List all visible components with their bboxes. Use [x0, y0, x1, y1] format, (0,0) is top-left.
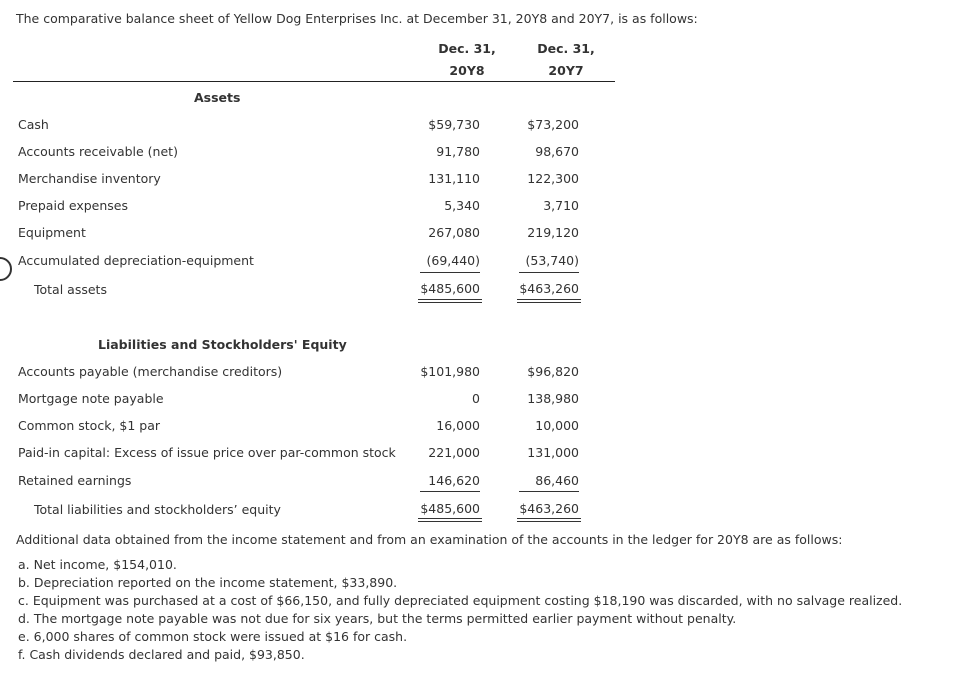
additional-item-b: b. Depreciation reported on the income statement, $33,890.: [18, 575, 398, 590]
asset-label-ar: Accounts receivable (net): [18, 144, 178, 159]
liab-value-ap-20y8: $101,980: [420, 364, 480, 379]
liab-label-retained-earnings: Retained earnings: [18, 473, 132, 488]
problem-intro: The comparative balance sheet of Yellow Dog Enterprises Inc. at December 31, 20Y8 and 20Y7, is as follows:: [16, 11, 698, 26]
assets-subtotal-rule-20y8: [420, 272, 480, 273]
liab-value-mortgage-20y7: 138,980: [527, 391, 579, 406]
asset-value-accum-dep-20y7: (53,740): [525, 253, 579, 268]
liab-value-mortgage-20y8: 0: [472, 391, 480, 406]
liab-label-ap: Accounts payable (merchandise creditors): [18, 364, 283, 379]
additional-item-e: e. 6,000 shares of common stock were issued at $16 for cash.: [18, 629, 408, 644]
asset-value-equipment-20y7: 219,120: [527, 225, 579, 240]
additional-item-c: c. Equipment was purchased at a cost of $66,150, and fully depreciated equipment costing $18,190 was discarded, with no salvage realized.: [18, 593, 903, 608]
asset-value-ar-20y7: 98,670: [535, 144, 579, 159]
header-rule: [13, 81, 615, 82]
total-liab-double-rule-20y7: [517, 518, 581, 522]
liab-value-retained-earnings-20y8: 146,620: [428, 473, 480, 488]
col-header-20y8-line1: Dec. 31,: [438, 41, 496, 56]
col-header-20y7-line2: 20Y7: [548, 63, 584, 78]
asset-label-accum-dep: Accumulated depreciation-equipment: [18, 253, 254, 268]
asset-value-prepaid-20y7: 3,710: [543, 198, 579, 213]
liab-value-paid-in-capital-20y8: 221,000: [428, 445, 480, 460]
liab-value-common-stock-20y7: 10,000: [535, 418, 579, 433]
asset-value-prepaid-20y8: 5,340: [444, 198, 480, 213]
liab-label-mortgage: Mortgage note payable: [18, 391, 164, 406]
asset-value-ar-20y8: 91,780: [436, 144, 480, 159]
assets-subtotal-rule-20y7: [519, 272, 579, 273]
total-assets-20y8: $485,600: [420, 281, 480, 296]
total-assets-20y7: $463,260: [519, 281, 579, 296]
total-assets-double-rule-20y7: [517, 299, 581, 303]
liabilities-heading: Liabilities and Stockholders' Equity: [98, 337, 347, 352]
asset-label-prepaid: Prepaid expenses: [18, 198, 128, 213]
asset-value-equipment-20y8: 267,080: [428, 225, 480, 240]
total-assets-label: Total assets: [34, 282, 107, 297]
asset-value-inventory-20y8: 131,110: [428, 171, 480, 186]
liab-value-paid-in-capital-20y7: 131,000: [527, 445, 579, 460]
additional-data-intro: Additional data obtained from the income statement and from an examination of the accounts in the ledger for 20Y8 are as follows:: [16, 532, 843, 547]
asset-label-inventory: Merchandise inventory: [18, 171, 161, 186]
additional-item-f: f. Cash dividends declared and paid, $93,850.: [18, 647, 305, 662]
total-liab-double-rule-20y8: [418, 518, 482, 522]
liab-label-common-stock: Common stock, $1 par: [18, 418, 161, 433]
asset-value-accum-dep-20y8: (69,440): [426, 253, 480, 268]
col-header-20y8-line2: 20Y8: [449, 63, 485, 78]
asset-label-equipment: Equipment: [18, 225, 86, 240]
additional-item-a: a. Net income, $154,010.: [18, 557, 177, 572]
liab-subtotal-rule-20y8: [420, 491, 480, 492]
col-header-20y7-line1: Dec. 31,: [537, 41, 595, 56]
assets-heading: Assets: [194, 90, 241, 105]
liab-label-paid-in-capital: Paid-in capital: Excess of issue price over par-common stock: [18, 445, 396, 460]
total-liab-equity-20y8: $485,600: [420, 501, 480, 516]
asset-value-cash-20y7: $73,200: [527, 117, 579, 132]
total-assets-double-rule-20y8: [418, 299, 482, 303]
liab-value-ap-20y7: $96,820: [527, 364, 579, 379]
liab-subtotal-rule-20y7: [519, 491, 579, 492]
asset-label-cash: Cash: [18, 117, 49, 132]
total-liab-equity-label: Total liabilities and stockholders’ equity: [34, 502, 281, 517]
left-edge-circle: [0, 257, 12, 281]
liab-value-common-stock-20y8: 16,000: [436, 418, 480, 433]
asset-value-inventory-20y7: 122,300: [527, 171, 579, 186]
additional-item-d: d. The mortgage note payable was not due for six years, but the terms permitted earlier payment without penalty.: [18, 611, 737, 626]
total-liab-equity-20y7: $463,260: [519, 501, 579, 516]
asset-value-cash-20y8: $59,730: [428, 117, 480, 132]
liab-value-retained-earnings-20y7: 86,460: [535, 473, 579, 488]
